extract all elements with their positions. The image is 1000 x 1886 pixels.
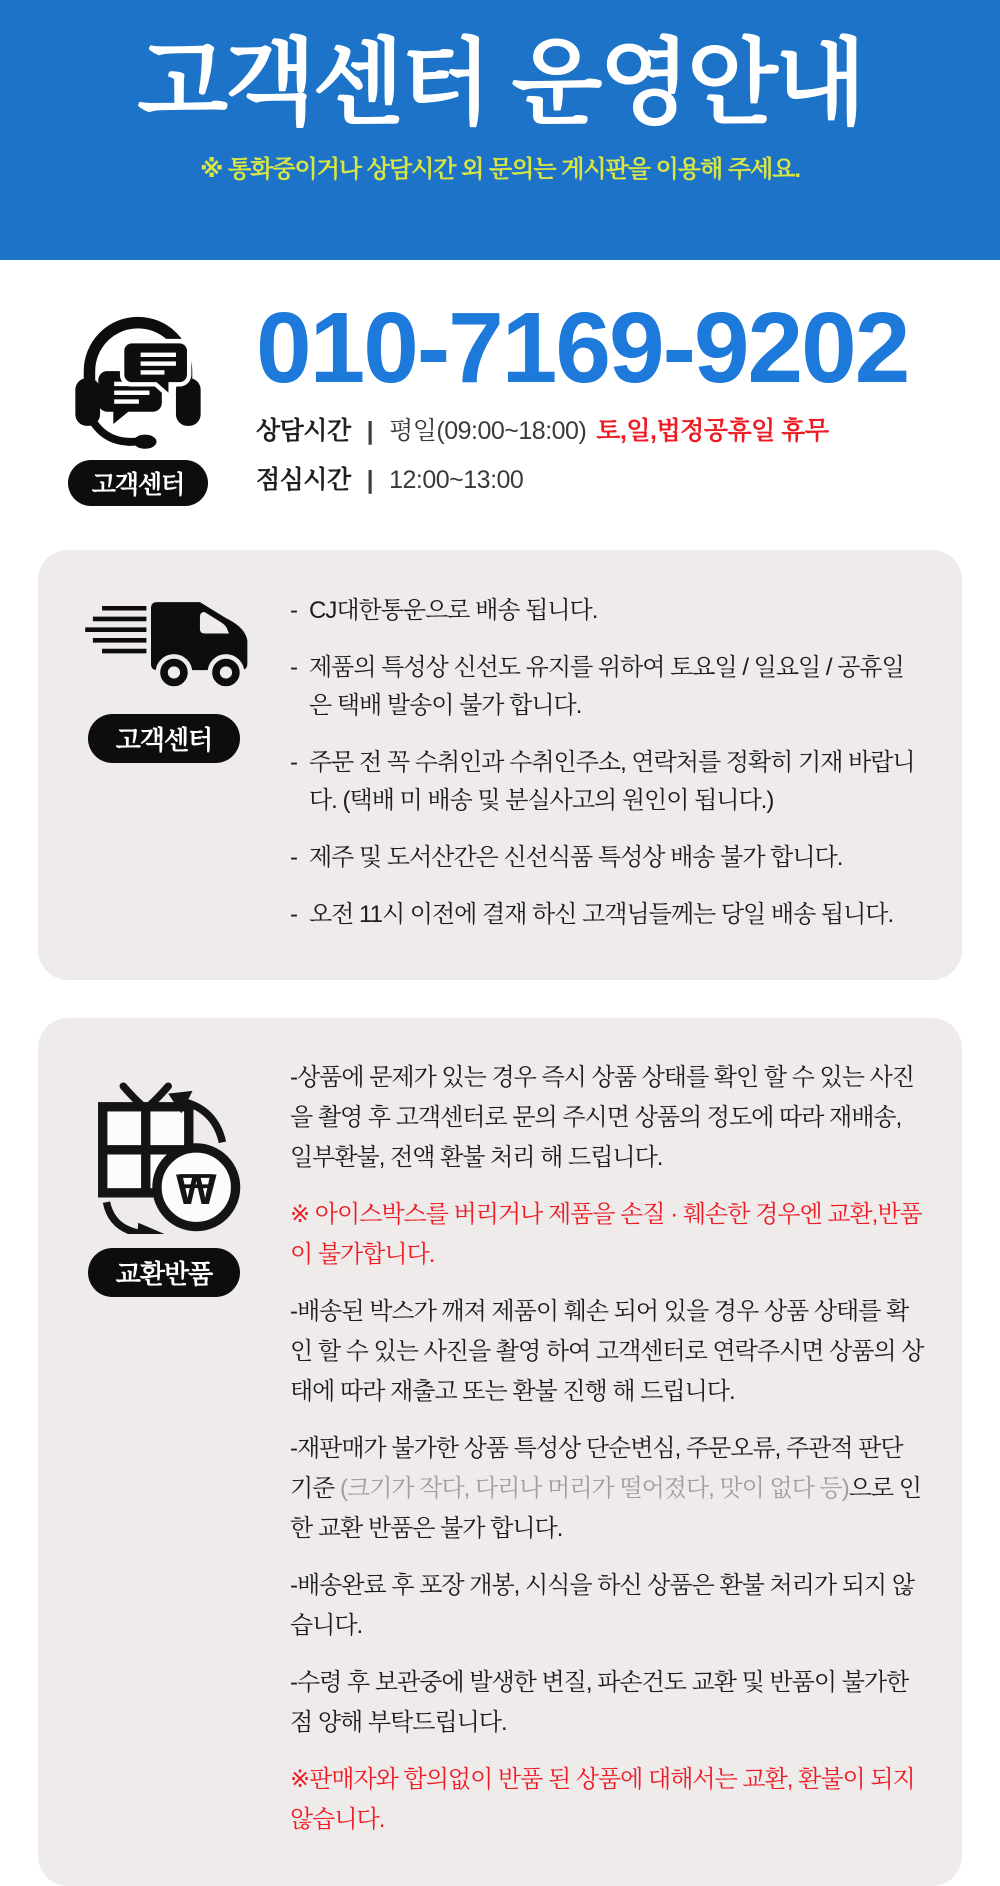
header-banner bbox=[0, 0, 1000, 260]
bullet-dash: - bbox=[290, 597, 297, 624]
bullet-dash: - bbox=[290, 749, 297, 776]
shipping-info-box bbox=[38, 550, 962, 980]
muted-examples-text: (크기가 작다, 다리나 머리가 떨어졌다, 맛이 없다 등) bbox=[340, 1475, 849, 1502]
consult-hours-value: 평일(09:00~18:00) bbox=[389, 417, 587, 445]
page-title: 고객센터 운영안내 bbox=[137, 30, 863, 135]
consult-hours-label: 상담시간 bbox=[256, 417, 351, 445]
shipping-item-text: CJ대한통운으로 배송 됩니다. bbox=[309, 597, 598, 624]
returns-badge: 교환반품 bbox=[88, 1248, 240, 1297]
header-subtitle: ※ 통화중이거나 상담시간 외 문의는 게시판을 이용해 주세요. bbox=[199, 156, 801, 184]
shipping-item-text: 제품의 특성상 신선도 유지를 위하여 토요일 / 일요일 / 공휴일은 택배 발송이 불가 합니다. bbox=[309, 654, 904, 719]
returns-paragraphs bbox=[290, 1058, 950, 1840]
svg-text:W: W bbox=[175, 1166, 217, 1215]
returns-warning-text: ※ 아이스박스를 버리거나 제품을 손질 · 훼손한 경우엔 교환,반품이 불가합니다. bbox=[290, 1201, 922, 1268]
contact-section bbox=[0, 260, 1000, 506]
returns-warning-text: ※판매자와 합의없이 반품 된 상품에 대해서는 교환, 환불이 되지 않습니다. bbox=[290, 1766, 915, 1833]
contact-info bbox=[256, 286, 908, 506]
returns-info-box bbox=[38, 1018, 962, 1886]
divider-bar: | bbox=[366, 466, 374, 494]
shipping-item bbox=[290, 744, 924, 820]
delivery-truck-icon bbox=[76, 596, 252, 700]
shipping-badge: 고객센터 bbox=[88, 714, 240, 763]
shipping-item-text: 주문 전 꼭 수취인과 수취인주소, 연락처를 정확히 기재 바랍니다. (택배 미 배송 및 분실사고의 원인이 됩니다.) bbox=[309, 749, 915, 814]
shipping-item bbox=[290, 896, 924, 934]
shipping-item bbox=[290, 592, 924, 630]
returns-item-text: -배송완료 후 포장 개봉, 시식을 하신 상품은 환불 처리가 되지 않습니다. bbox=[290, 1572, 914, 1639]
returns-item-text: -배송된 박스가 깨져 제품이 훼손 되어 있을 경우 상품 상태를 확인 할 수 있는 사진을 촬영 하여 고객센터로 연락주시면 상품의 상태에 따라 재출고 또는 환불 진행 해 드립니다. bbox=[290, 1298, 924, 1405]
shipping-list bbox=[290, 590, 950, 934]
contact-badge: 고객센터 bbox=[68, 460, 209, 506]
lunch-hours-label: 점심시간 bbox=[256, 466, 351, 494]
phone-number: 010-7169-9202 bbox=[256, 292, 909, 404]
contact-icon-column bbox=[62, 286, 214, 506]
returns-icon-column bbox=[38, 1058, 290, 1840]
divider-bar: | bbox=[366, 417, 374, 445]
closed-days-note: 토,일,법정공휴일 휴무 bbox=[596, 417, 829, 445]
shipping-icon-column bbox=[38, 590, 290, 934]
shipping-item-text: 제주 및 도서산간은 신선식품 특성상 배송 불가 합니다. bbox=[309, 844, 843, 871]
shipping-item bbox=[290, 649, 924, 725]
lunch-hours-value: 12:00~13:00 bbox=[389, 466, 524, 494]
bullet-dash: - bbox=[290, 901, 297, 928]
returns-item-text: -수령 후 보관중에 발생한 변질, 파손건도 교환 및 반품이 불가한점 양해 부탁드립니다. bbox=[290, 1669, 909, 1736]
returns-item-text: -재판매가 불가한 상품 특성상 단순변심, 주문오류, 주관적 판단 기준 (크기가 작다, 다리나 머리가 떨어졌다, 맛이 없다 등)으로 인한 교환 반품은 불가 합니다. bbox=[290, 1435, 921, 1542]
shipping-item bbox=[290, 839, 924, 877]
shipping-item-text: 오전 11시 이전에 결재 하신 고객님들께는 당일 배송 됩니다. bbox=[309, 901, 894, 928]
lunch-hours-row bbox=[256, 460, 908, 496]
exchange-refund-icon bbox=[82, 1060, 246, 1234]
headset-icon bbox=[63, 286, 213, 458]
returns-item-text: -상품에 문제가 있는 경우 즉시 상품 상태를 확인 할 수 있는 사진을 촬영 후 고객센터로 문의 주시면 상품의 정도에 따라 재배송, 일부환불, 전액 환불 처리 해 드립니다. bbox=[290, 1064, 914, 1171]
bullet-dash: - bbox=[290, 844, 297, 871]
consult-hours-row bbox=[256, 411, 908, 447]
bullet-dash: - bbox=[290, 654, 297, 681]
